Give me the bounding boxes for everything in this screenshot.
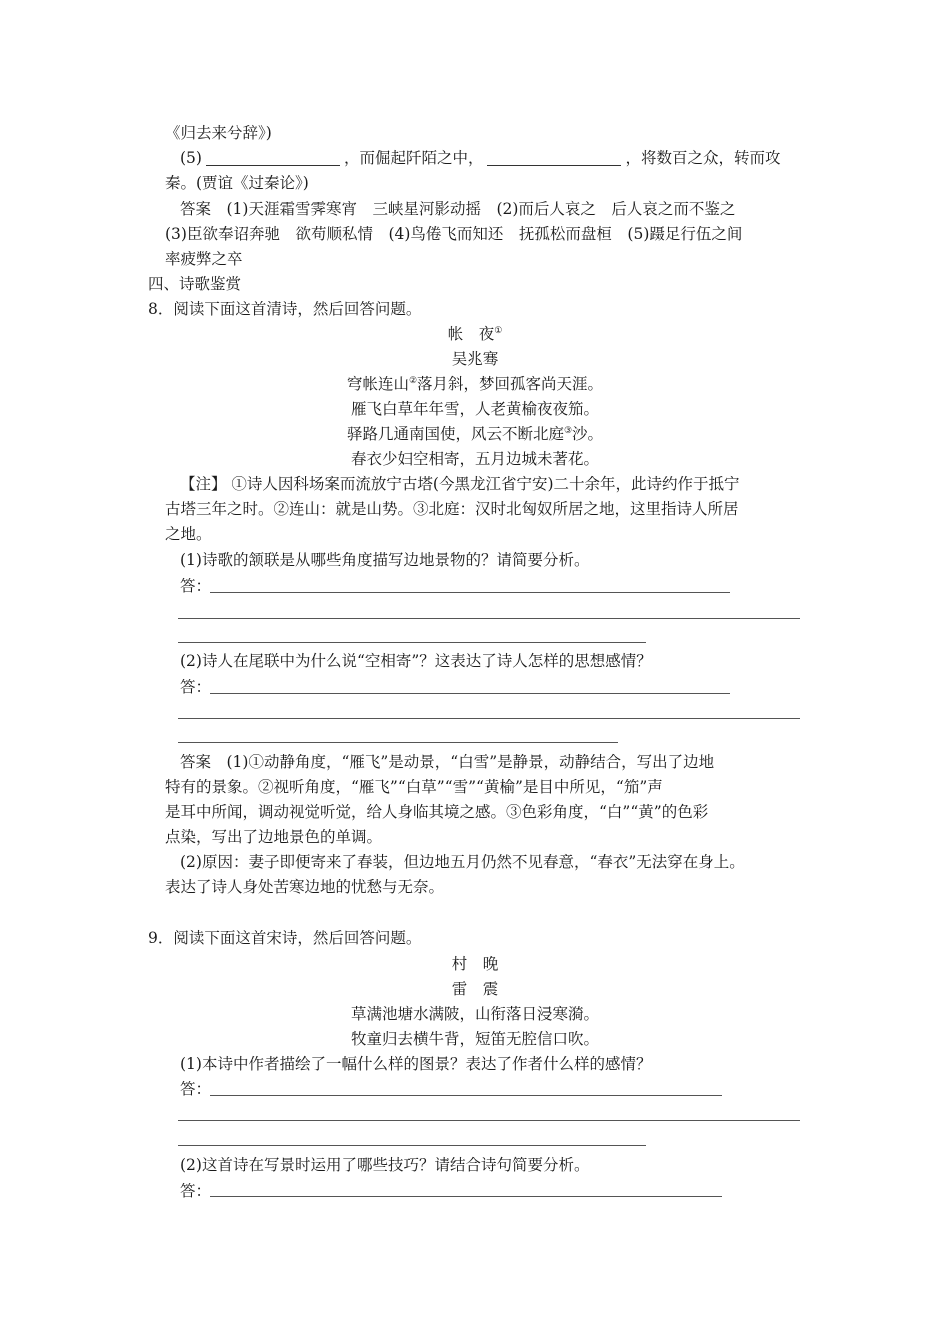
answer-line-blank [178,1145,646,1146]
answer-line: (2)原因：妻子即便寄来了春装，但边地五月仍然不见春意，“春衣”无法穿在身上。 [180,853,745,871]
blank-line [487,151,621,166]
note-line: 【注】 ①诗人因科场案而流放宁古塔(今黑龙江省宁安)二十余年，此诗约作于抵宁 [180,475,740,493]
sub-question-2: (2)诗人在尾联中为什么说“空相寄”？这表达了诗人怎样的思想感情？ [180,652,652,670]
answer-line-blank [178,642,646,643]
poem-title: 村 晚 [451,955,499,973]
text-line: 《归去来兮辞》) [165,124,272,142]
answer-line-blank [210,693,730,694]
poem-text: 落月斜，梦回孤客尚天涯。 [417,375,604,393]
answer-line: 特有的景象。②视听角度，“雁飞”“白草”“雪”“黄榆”是目中所见，“笳”声 [165,778,663,796]
footnote-mark: ② [408,376,418,386]
poem-line: 牧童归去横牛背，短笛无腔信口吹。 [350,1030,599,1048]
poem-text: 沙。 [572,425,604,443]
note-line: 之地。 [165,525,212,543]
poem-author: 吴兆骞 [451,350,499,368]
answer-line: 是耳中所闻，调动视觉听觉，给人身临其境之感。③色彩角度，“白”“黄”的色彩 [165,803,709,821]
poem-text: 穹帐连山 [346,375,409,393]
answer-line-blank [178,1120,800,1121]
poem-line: 草满池塘水满陂，山衔落日浸寒漪。 [350,1005,599,1023]
poem-line: 春衣少妇空相寄，五月边城未著花。 [350,450,599,468]
question-8-intro: 8．阅读下面这首清诗，然后回答问题。 [148,300,422,318]
footnote-mark: ③ [563,426,573,436]
answer-line-blank [178,742,618,743]
poem-text: 驿路几通南国使，风云不断北庭 [346,425,564,443]
poem-line [0,424,950,444]
answer-line-blank [210,1095,722,1096]
sub-question-1: (1)本诗中作者描绘了一幅什么样的图景？表达了作者什么样的感情？ [180,1055,652,1073]
answer-label: 答： [180,1182,212,1200]
answer-label: 答： [180,577,212,595]
text-segment: ，而倔起阡陌之中， [343,149,484,167]
answer-line: 点染，写出了边地景色的单调。 [165,828,383,846]
section-heading: 四、诗歌鉴赏 [148,275,242,293]
answer-line-blank [178,618,800,619]
poem-title-text: 帐 夜 [447,325,495,343]
answer-label: 答： [180,678,212,696]
answer-line: 答案 (1)①动静角度，“雁飞”是动景，“白雪”是静景，动静结合，写出了边地 [180,753,715,771]
answer-line: 答案 (1)天涯霜雪霁寒宵 三峡星河影动摇 (2)而后人哀之 后人哀之而不鉴之 [180,200,736,218]
poem-title [0,324,950,344]
fill-blank-question-5 [180,148,781,168]
answer-line-blank [210,1196,722,1197]
answer-label: 答： [180,1080,212,1098]
question-9-intro: 9．阅读下面这首宋诗，然后回答问题。 [148,929,422,947]
sub-question-2: (2)这首诗在写景时运用了哪些技巧？请结合诗句简要分析。 [180,1156,590,1174]
blank-line [206,151,340,166]
poem-line: 雁飞白草年年雪，人老黄榆夜夜笳。 [350,400,599,418]
answer-line: 率疲弊之卒 [165,250,243,268]
answer-line-blank [178,718,800,719]
poem-line [0,374,950,394]
question-number: (5) [180,149,202,167]
poem-author: 雷 震 [451,980,499,998]
footnote-mark: ① [494,326,503,336]
answer-line-blank [210,592,730,593]
text-line: 秦。(贾谊《过秦论》) [165,174,309,192]
answer-line: (3)臣欲奉诏奔驰 欲苟顺私情 (4)鸟倦飞而知还 抚孤松而盘桓 (5)蹑足行伍之间 [165,225,743,243]
answer-line: 表达了诗人身处苦寒边地的忧愁与无奈。 [165,878,445,896]
note-line: 古塔三年之时。②连山：就是山势。③北庭：汉时北匈奴所居之地，这里指诗人所居 [165,500,739,518]
text-segment: ，将数百之众，转而攻 [625,149,781,167]
sub-question-1: (1)诗歌的颔联是从哪些角度描写边地景物的？请简要分析。 [180,551,590,569]
